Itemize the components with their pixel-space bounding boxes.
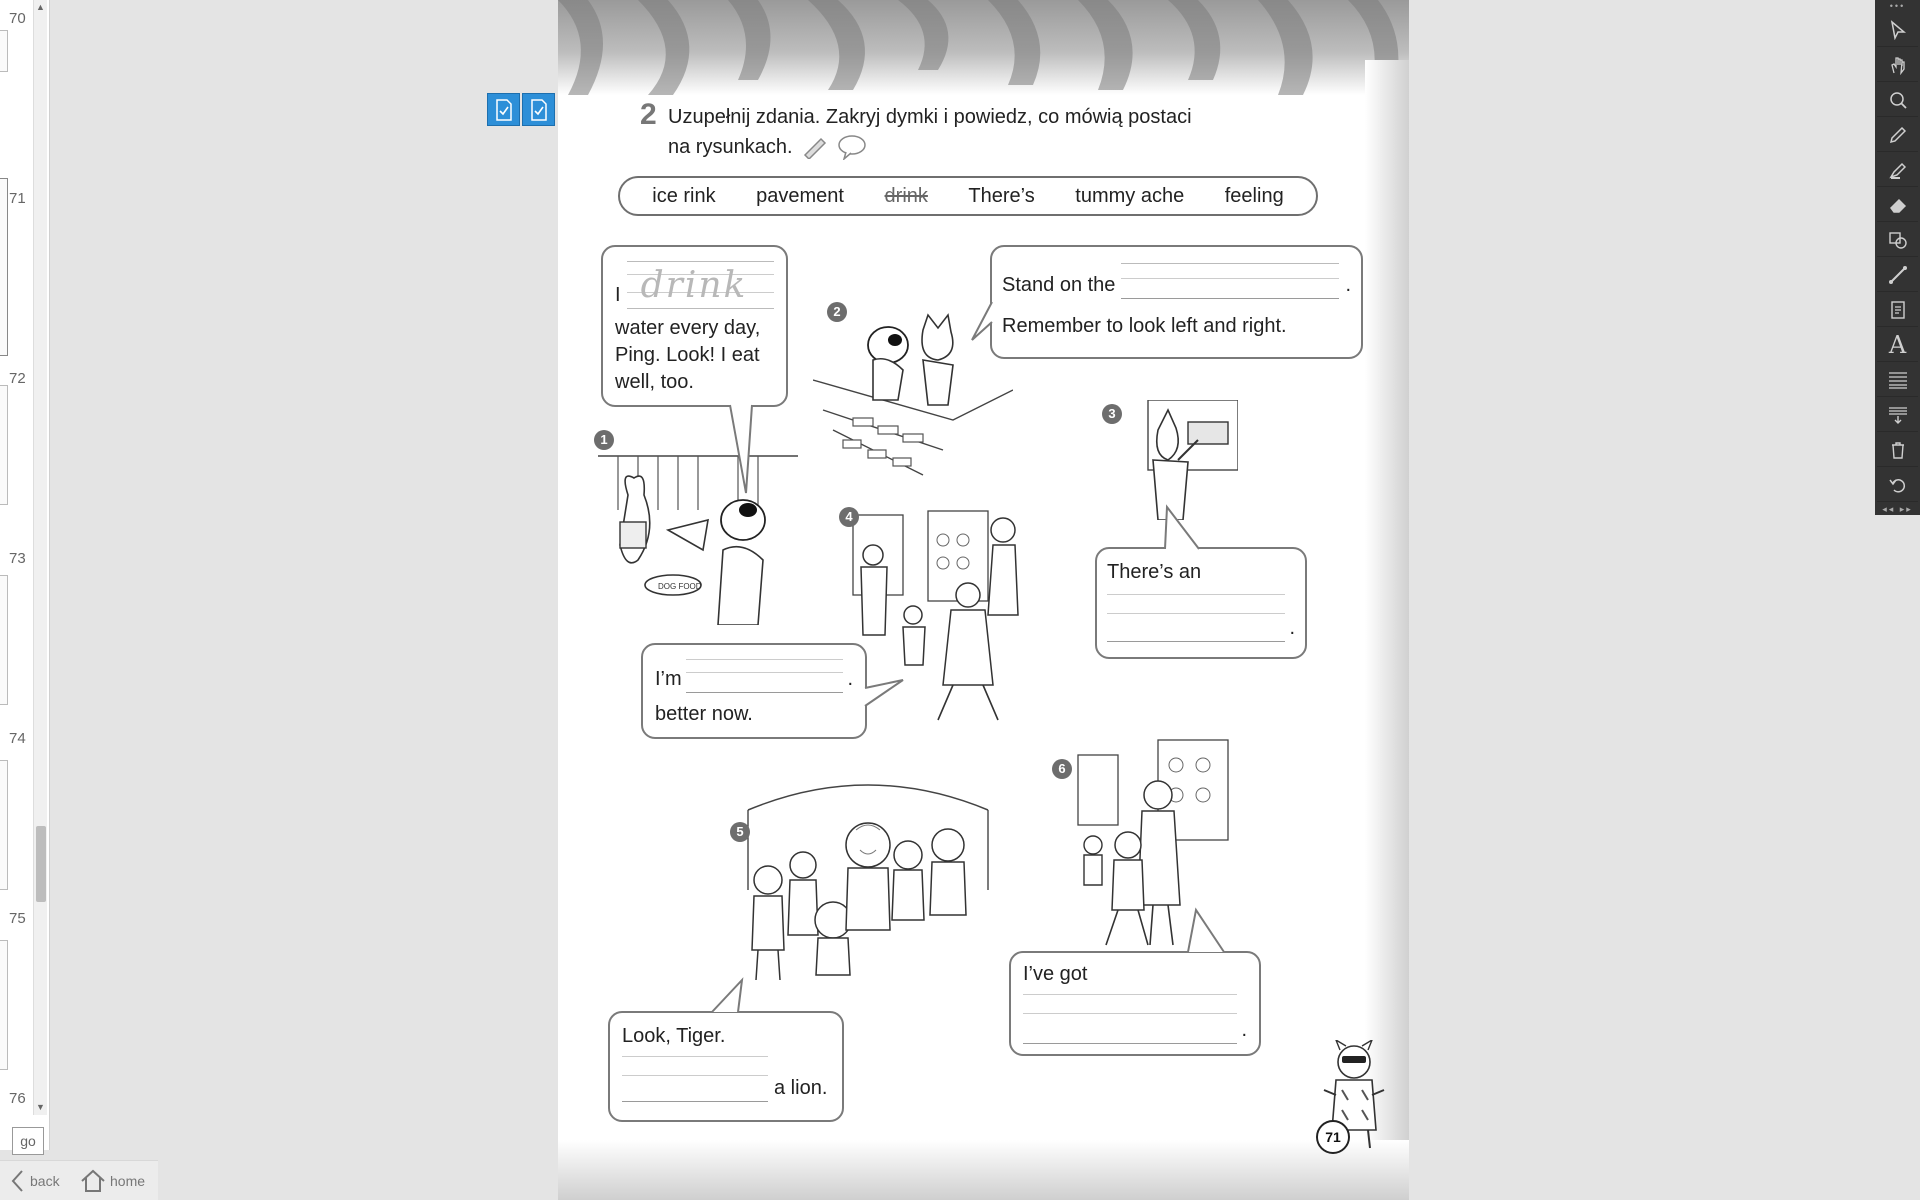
page-header-decoration (558, 0, 1409, 95)
go-button[interactable]: go (12, 1127, 44, 1155)
bubble-4-prefix: I’m (655, 668, 682, 690)
thumbnail-74[interactable] (0, 760, 8, 890)
text-icon[interactable]: A (1877, 329, 1918, 362)
picture-number: 3 (1102, 404, 1122, 424)
word-bank-item-used: drink (884, 184, 928, 207)
page-bottom-shadow (558, 1140, 1409, 1200)
workbook-page (558, 0, 1409, 1200)
picture-number: 2 (827, 302, 847, 322)
word-bank-item: tummy ache (1075, 184, 1185, 207)
bubble-2-text: Remember to look left and right. (1002, 315, 1287, 337)
bubble-5-suffix: a lion. (774, 1077, 828, 1099)
chevron-left-icon (10, 1169, 26, 1193)
word-bank-item: feeling (1224, 184, 1284, 207)
document-check-icon (530, 99, 548, 121)
home-label: home (110, 1173, 146, 1189)
word-bank-item: There’s (968, 184, 1035, 207)
eraser-icon[interactable] (1877, 189, 1918, 222)
picture-number: 1 (594, 430, 614, 450)
thumbnail-scrollbar[interactable] (33, 0, 47, 1115)
scroll-up-arrow-icon[interactable]: ▲ (36, 2, 45, 12)
bubble-3-prefix: There’s an (1107, 561, 1202, 583)
page-number: 71 (1316, 1120, 1350, 1154)
exercise-number: 2 (640, 98, 657, 131)
bubble-1-text: water every day, Ping. Look! I eat well, too. (615, 317, 761, 393)
illustration-5-costume-parade (718, 770, 1008, 990)
bubble-6-tail (1186, 908, 1226, 954)
back-button[interactable] (10, 1161, 60, 1200)
picture-number: 6 (1052, 759, 1072, 779)
hand-icon[interactable] (1877, 49, 1918, 82)
bubble-6-suffix: . (1241, 1019, 1247, 1041)
thumbnail-number: 73 (9, 550, 26, 567)
bubble-4-tail (865, 678, 905, 710)
picture-number: 5 (730, 822, 750, 842)
bubble-1-prefix: I (615, 284, 621, 306)
speech-bubble-1 (601, 245, 788, 407)
highlighter-icon[interactable] (1877, 154, 1918, 187)
pencil-icon (801, 135, 829, 159)
toolbar-grip-icon[interactable]: ••• (1889, 1, 1906, 11)
speech-bubble-icon (837, 134, 867, 160)
page-side-shadow (1365, 60, 1409, 1140)
check-answers-button[interactable] (522, 93, 555, 126)
home-icon (80, 1169, 106, 1193)
speech-bubble-4 (641, 643, 867, 739)
bubble-1-tail (728, 405, 758, 495)
zoom-icon[interactable] (1877, 84, 1918, 117)
line-icon[interactable] (1877, 259, 1918, 292)
bubble-2-tail (970, 300, 994, 342)
speech-bubble-5 (608, 1011, 844, 1122)
bubble-2-suffix: . (1345, 274, 1351, 296)
bubble-4-text: better now. (655, 703, 753, 725)
shapes-icon[interactable] (1877, 224, 1918, 257)
trash-icon[interactable] (1877, 434, 1918, 467)
back-label: back (30, 1173, 60, 1189)
speech-bubble-6 (1009, 951, 1261, 1056)
scroll-down-arrow-icon[interactable]: ▼ (36, 1102, 45, 1112)
thumbnail-number: 72 (9, 370, 26, 387)
bubble-3-suffix: . (1289, 617, 1295, 639)
thumbnail-number: 74 (9, 730, 26, 747)
bubble-5-tail (710, 978, 744, 1014)
thumbnail-70[interactable] (0, 30, 8, 72)
page-thumbnail-strip (0, 0, 50, 1150)
thumbnail-number: 71 (9, 190, 26, 207)
dog-food-bowl-label: DOG FOOD (658, 582, 702, 591)
instruction-line: na rysunkach. (668, 136, 793, 158)
exercise-instruction (668, 102, 1228, 162)
thumbnail-72[interactable] (0, 385, 8, 505)
bubble-2-prefix: Stand on the (1002, 274, 1116, 296)
undo-icon[interactable] (1877, 469, 1918, 502)
home-button[interactable] (80, 1161, 145, 1200)
thumbnail-number: 75 (9, 910, 26, 927)
picture-number: 4 (839, 507, 859, 527)
scrollbar-thumb[interactable] (36, 826, 46, 902)
illustration-1-dog-and-cat (598, 432, 798, 625)
word-bank-item: pavement (756, 184, 844, 207)
bubble-4-suffix: . (847, 668, 853, 690)
word-bank-item: ice rink (652, 184, 716, 207)
bubble-1-example-answer: drink (640, 265, 748, 306)
document-check-icon (495, 99, 513, 121)
toolbar-collapse-icon[interactable]: ◂◂ ▸▸ (1882, 504, 1913, 514)
bubble-3-tail (1163, 505, 1203, 551)
bottom-navigation (0, 1160, 158, 1200)
word-bank (618, 176, 1318, 216)
bubble-6-prefix: I’ve got (1023, 963, 1088, 985)
cursor-icon[interactable] (1877, 14, 1918, 47)
curtain-icon[interactable] (1877, 399, 1918, 432)
thumbnail-number: 76 (9, 1090, 26, 1107)
thumbnail-number: 70 (9, 10, 26, 27)
reveal-icon[interactable] (1877, 364, 1918, 397)
instruction-line: Uzupełnij zdania. Zakryj dymki i powiedz, co mówią postaci (668, 106, 1192, 128)
speech-bubble-3 (1095, 547, 1307, 659)
speech-bubble-2 (990, 245, 1363, 359)
annotation-toolbar (1875, 0, 1920, 515)
illustration-3-boy-pointing (1108, 400, 1238, 520)
zebra-stripes-pattern (558, 0, 1409, 95)
pencil-icon[interactable] (1877, 119, 1918, 152)
show-answers-button[interactable] (487, 93, 520, 126)
note-icon[interactable] (1877, 294, 1918, 327)
bubble-5-prefix: Look, Tiger. (622, 1025, 726, 1047)
thumbnail-73[interactable] (0, 575, 8, 705)
thumbnail-71[interactable] (0, 178, 8, 356)
thumbnail-75[interactable] (0, 940, 8, 1070)
